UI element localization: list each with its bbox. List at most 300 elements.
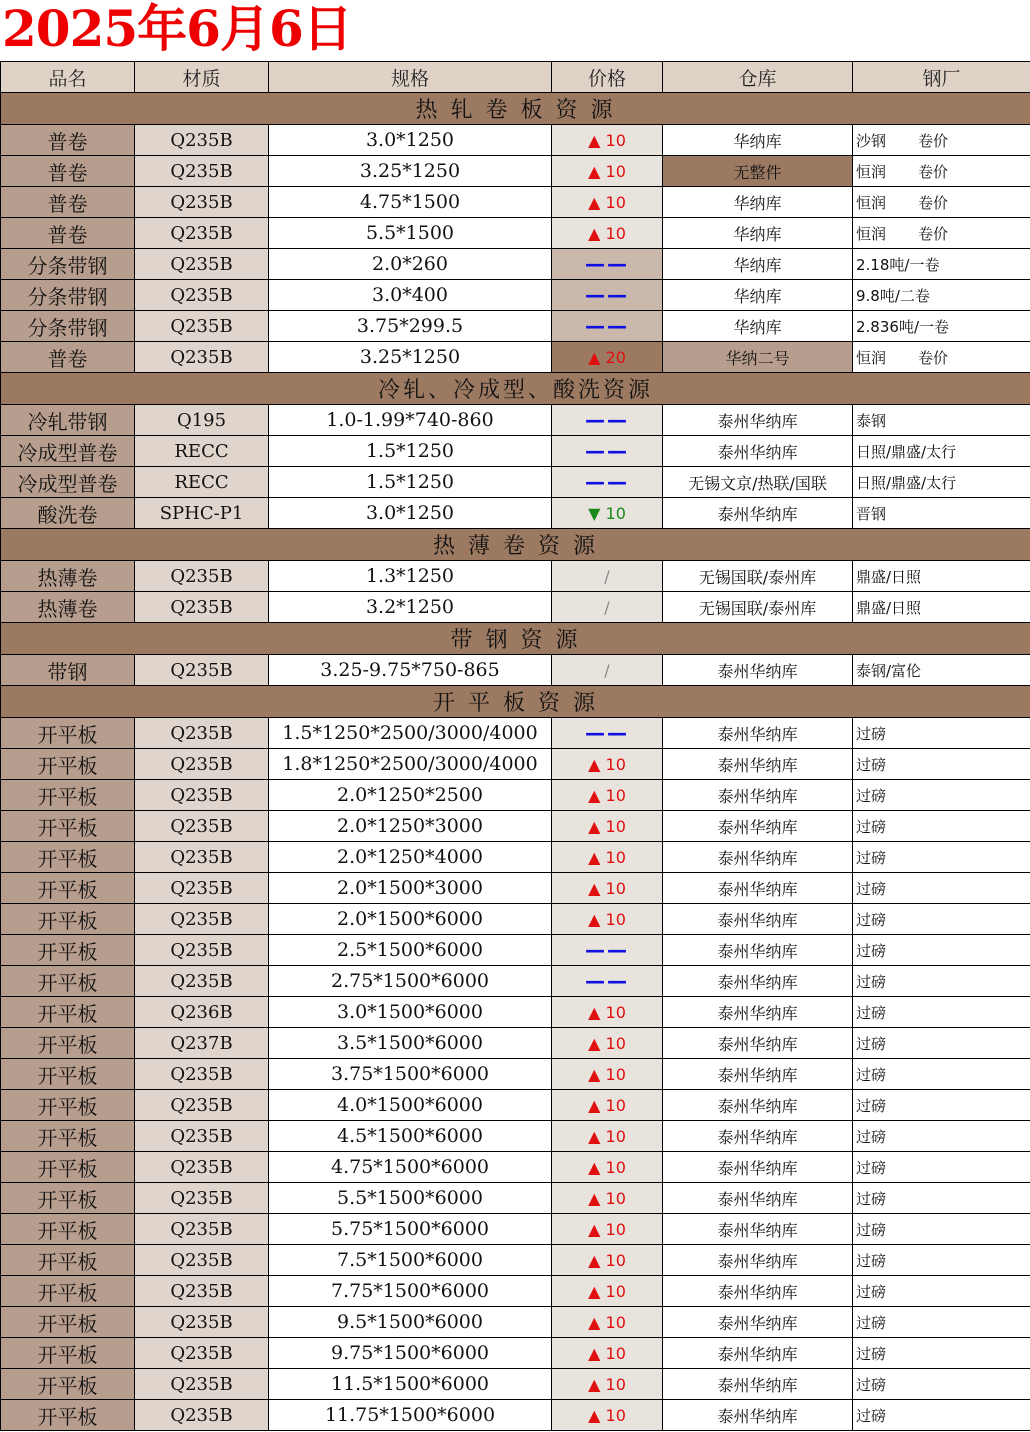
price-cell: [552, 125, 663, 156]
table-row: [1, 718, 1030, 749]
price-cell: [552, 187, 663, 218]
mill-name: 过磅: [856, 1313, 887, 1332]
table-row: [1, 1090, 1030, 1121]
mill-cell: [853, 1214, 1030, 1245]
price-cell: [552, 405, 663, 436]
mill-name: 过磅: [856, 817, 887, 836]
price-slash: /: [604, 597, 610, 617]
material-cell: Q235B: [135, 187, 269, 218]
price-cell: [552, 811, 663, 842]
material-cell: Q235B: [135, 904, 269, 935]
product-name-cell: 开平板: [1, 1059, 135, 1090]
section-header-row: [1, 373, 1030, 405]
price-change-value: 10: [605, 847, 626, 867]
mill-name: 过磅: [856, 1220, 887, 1239]
table-row: [1, 1152, 1030, 1183]
table-row: [1, 655, 1030, 686]
warehouse-cell: 泰州华纳库: [663, 1214, 853, 1245]
mill-cell: [853, 1059, 1030, 1090]
material-cell: RECC: [135, 467, 269, 498]
mill-note: 卷价: [918, 131, 949, 150]
table-row: [1, 997, 1030, 1028]
mill-name: 过磅: [856, 1282, 887, 1301]
mill-name: 泰钢/富伦: [856, 661, 922, 680]
table-row: [1, 1307, 1030, 1338]
price-change-value: 10: [605, 1374, 626, 1394]
price-cell: [552, 842, 663, 873]
table-row: [1, 561, 1030, 592]
material-cell: Q235B: [135, 1090, 269, 1121]
spec-cell: 4.75*1500*6000: [269, 1152, 552, 1183]
price-change-value: 10: [605, 1219, 626, 1239]
spec-cell: 2.0*1250*3000: [269, 811, 552, 842]
table-row: [1, 1183, 1030, 1214]
mill-name: 过磅: [856, 1344, 887, 1363]
warehouse-cell: 泰州华纳库: [663, 1400, 853, 1431]
spec-cell: 2.75*1500*6000: [269, 966, 552, 997]
price-change-value: 10: [605, 1095, 626, 1115]
price-up-arrow-icon: ▲: [588, 754, 601, 774]
material-cell: Q235B: [135, 561, 269, 592]
mill-cell: [853, 561, 1030, 592]
table-row: [1, 498, 1030, 529]
price-up-arrow-icon: ▲: [588, 223, 601, 243]
mill-name: 过磅: [856, 1158, 887, 1177]
column-header-spec: 规格: [269, 62, 552, 93]
spec-cell: 2.0*1500*3000: [269, 873, 552, 904]
mill-name: 过磅: [856, 1251, 887, 1270]
price-cell: [552, 655, 663, 686]
table-row: [1, 842, 1030, 873]
warehouse-cell: 泰州华纳库: [663, 1369, 853, 1400]
product-name-cell: 冷成型普卷: [1, 467, 135, 498]
spec-cell: 1.5*1250*2500/3000/4000: [269, 718, 552, 749]
mill-note: 卷价: [918, 193, 949, 212]
mill-name: 过磅: [856, 1065, 887, 1084]
section-heading: 开 平 板 资 源: [1, 686, 1030, 718]
product-name-cell: 普卷: [1, 218, 135, 249]
spec-cell: 3.0*400: [269, 280, 552, 311]
price-cell: [552, 311, 663, 342]
spec-cell: 7.75*1500*6000: [269, 1276, 552, 1307]
product-name-cell: 热薄卷: [1, 592, 135, 623]
table-row: [1, 311, 1030, 342]
price-change-value: 10: [605, 161, 626, 181]
product-name-cell: 普卷: [1, 156, 135, 187]
mill-cell: [853, 718, 1030, 749]
material-cell: Q235B: [135, 125, 269, 156]
price-up-arrow-icon: ▲: [588, 1250, 601, 1270]
warehouse-cell: 泰州华纳库: [663, 1121, 853, 1152]
mill-name: 过磅: [856, 786, 887, 805]
price-unchanged-dash: ——: [585, 314, 629, 338]
mill-name: 泰钢: [856, 411, 887, 430]
column-header-price: 价格: [552, 62, 663, 93]
mill-cell: [853, 1090, 1030, 1121]
product-name-cell: 开平板: [1, 1276, 135, 1307]
warehouse-cell: 泰州华纳库: [663, 718, 853, 749]
price-unchanged-dash: ——: [585, 252, 629, 276]
section-header-row: [1, 623, 1030, 655]
material-cell: Q235B: [135, 873, 269, 904]
mill-cell: [853, 1307, 1030, 1338]
spec-cell: 11.5*1500*6000: [269, 1369, 552, 1400]
section-heading: 冷轧、冷成型、酸洗资源: [1, 373, 1030, 405]
spec-cell: 3.75*1500*6000: [269, 1059, 552, 1090]
table-row: [1, 749, 1030, 780]
product-name-cell: 开平板: [1, 811, 135, 842]
price-unchanged-dash: ——: [585, 721, 629, 745]
material-cell: Q235B: [135, 1338, 269, 1369]
price-cell: [552, 997, 663, 1028]
table-row: [1, 218, 1030, 249]
price-change-value: 10: [605, 1188, 626, 1208]
price-cell: [552, 780, 663, 811]
material-cell: Q235B: [135, 1214, 269, 1245]
price-up-arrow-icon: ▲: [588, 1095, 601, 1115]
price-cell: [552, 498, 663, 529]
mill-name: 过磅: [856, 910, 887, 929]
product-name-cell: 普卷: [1, 187, 135, 218]
spec-cell: 4.75*1500: [269, 187, 552, 218]
price-cell: [552, 1400, 663, 1431]
warehouse-cell: 华纳库: [663, 187, 853, 218]
section-header-row: [1, 93, 1030, 125]
warehouse-cell: 泰州华纳库: [663, 1276, 853, 1307]
warehouse-cell: 无锡国联/泰州库: [663, 561, 853, 592]
mill-cell: [853, 125, 1030, 156]
mill-cell: [853, 405, 1030, 436]
material-cell: Q235B: [135, 311, 269, 342]
spec-cell: 3.25-9.75*750-865: [269, 655, 552, 686]
price-cell: [552, 342, 663, 373]
spec-cell: 2.5*1500*6000: [269, 935, 552, 966]
product-name-cell: 开平板: [1, 904, 135, 935]
spec-cell: 3.0*1250: [269, 125, 552, 156]
material-cell: Q236B: [135, 997, 269, 1028]
material-cell: Q235B: [135, 1152, 269, 1183]
spec-cell: 1.8*1250*2500/3000/4000: [269, 749, 552, 780]
mill-name: 过磅: [856, 972, 887, 991]
material-cell: Q235B: [135, 1059, 269, 1090]
price-cell: [552, 1245, 663, 1276]
product-name-cell: 酸洗卷: [1, 498, 135, 529]
warehouse-cell: 泰州华纳库: [663, 436, 853, 467]
material-cell: RECC: [135, 436, 269, 467]
mill-name: 过磅: [856, 879, 887, 898]
mill-name: 过磅: [856, 848, 887, 867]
product-name-cell: 开平板: [1, 1338, 135, 1369]
mill-cell: [853, 966, 1030, 997]
material-cell: SPHC-P1: [135, 498, 269, 529]
material-cell: Q235B: [135, 811, 269, 842]
spec-cell: 5.5*1500: [269, 218, 552, 249]
material-cell: Q235B: [135, 156, 269, 187]
price-change-value: 10: [605, 754, 626, 774]
section-heading: 热 薄 卷 资 源: [1, 529, 1030, 561]
material-cell: Q235B: [135, 749, 269, 780]
table-row: [1, 1121, 1030, 1152]
product-name-cell: 开平板: [1, 749, 135, 780]
table-row: [1, 1400, 1030, 1431]
price-unchanged-dash: ——: [585, 408, 629, 432]
price-change-value: 20: [605, 347, 626, 367]
price-cell: [552, 1121, 663, 1152]
material-cell: Q235B: [135, 1400, 269, 1431]
mill-name: 过磅: [856, 1096, 887, 1115]
mill-cell: [853, 1152, 1030, 1183]
mill-name: 2.18吨/一卷: [856, 255, 940, 274]
price-slash: /: [604, 566, 610, 586]
table-row: [1, 1059, 1030, 1090]
mill-cell: [853, 467, 1030, 498]
section-header-row: [1, 686, 1030, 718]
mill-name: 过磅: [856, 1406, 887, 1425]
spec-cell: 3.75*299.5: [269, 311, 552, 342]
mill-name: 恒润: [856, 193, 887, 212]
table-row: [1, 125, 1030, 156]
spec-cell: 1.5*1250: [269, 436, 552, 467]
mill-name: 日照/鼎盛/太行: [856, 473, 957, 492]
price-change-value: 10: [605, 1002, 626, 1022]
price-up-arrow-icon: ▲: [588, 1374, 601, 1394]
price-up-arrow-icon: ▲: [588, 1312, 601, 1332]
spec-cell: 4.5*1500*6000: [269, 1121, 552, 1152]
material-cell: Q235B: [135, 592, 269, 623]
price-change-value: 10: [605, 192, 626, 212]
spec-cell: 2.0*1500*6000: [269, 904, 552, 935]
table-row: [1, 1214, 1030, 1245]
price-change-value: 10: [605, 785, 626, 805]
table-row: [1, 904, 1030, 935]
price-unchanged-dash: ——: [585, 283, 629, 307]
price-cell: [552, 592, 663, 623]
price-cell: [552, 1276, 663, 1307]
price-change-value: 10: [605, 1343, 626, 1363]
price-cell: [552, 718, 663, 749]
column-header-warehouse: 仓库: [663, 62, 853, 93]
product-name-cell: 开平板: [1, 1245, 135, 1276]
mill-name: 恒润: [856, 162, 887, 181]
price-cell: [552, 280, 663, 311]
section-heading: 带 钢 资 源: [1, 623, 1030, 655]
mill-name: 恒润: [856, 348, 887, 367]
price-up-arrow-icon: ▲: [588, 1405, 601, 1425]
material-cell: Q235B: [135, 966, 269, 997]
mill-cell: [853, 1276, 1030, 1307]
material-cell: Q235B: [135, 218, 269, 249]
price-change-value: 10: [605, 878, 626, 898]
material-cell: Q235B: [135, 249, 269, 280]
warehouse-cell: 泰州华纳库: [663, 997, 853, 1028]
product-name-cell: 普卷: [1, 125, 135, 156]
mill-cell: [853, 749, 1030, 780]
spec-cell: 7.5*1500*6000: [269, 1245, 552, 1276]
mill-name: 过磅: [856, 755, 887, 774]
product-name-cell: 开平板: [1, 1121, 135, 1152]
warehouse-cell: 泰州华纳库: [663, 1245, 853, 1276]
warehouse-cell: 泰州华纳库: [663, 904, 853, 935]
price-up-arrow-icon: ▲: [588, 878, 601, 898]
warehouse-cell: 无锡文京/热联/国联: [663, 467, 853, 498]
warehouse-cell: 华纳库: [663, 249, 853, 280]
table-row: [1, 156, 1030, 187]
price-cell: [552, 467, 663, 498]
price-up-arrow-icon: ▲: [588, 816, 601, 836]
spec-cell: 2.0*1250*4000: [269, 842, 552, 873]
warehouse-cell: 泰州华纳库: [663, 935, 853, 966]
product-name-cell: 开平板: [1, 718, 135, 749]
warehouse-cell: 泰州华纳库: [663, 811, 853, 842]
warehouse-cell: 泰州华纳库: [663, 966, 853, 997]
mill-name: 2.836吨/一卷: [856, 317, 949, 336]
spec-cell: 3.25*1250: [269, 342, 552, 373]
price-cell: [552, 436, 663, 467]
product-name-cell: 开平板: [1, 1152, 135, 1183]
product-name-cell: 分条带钢: [1, 311, 135, 342]
warehouse-cell: 泰州华纳库: [663, 780, 853, 811]
mill-name: 沙钢: [856, 131, 887, 150]
price-cell: [552, 966, 663, 997]
warehouse-cell: 华纳二号: [663, 342, 853, 373]
material-cell: Q235B: [135, 1183, 269, 1214]
product-name-cell: 开平板: [1, 1214, 135, 1245]
product-name-cell: 热薄卷: [1, 561, 135, 592]
mill-cell: [853, 811, 1030, 842]
price-cell: [552, 1214, 663, 1245]
mill-note: 卷价: [918, 162, 949, 181]
price-cell: [552, 1338, 663, 1369]
mill-cell: [853, 592, 1030, 623]
price-cell: [552, 561, 663, 592]
table-row: [1, 873, 1030, 904]
price-cell: [552, 1183, 663, 1214]
spec-cell: 3.0*1500*6000: [269, 997, 552, 1028]
price-change-value: 10: [605, 1157, 626, 1177]
price-up-arrow-icon: ▲: [588, 1126, 601, 1146]
spec-cell: 2.0*1250*2500: [269, 780, 552, 811]
table-row: [1, 467, 1030, 498]
mill-cell: [853, 187, 1030, 218]
spec-cell: 3.25*1250: [269, 156, 552, 187]
mill-cell: [853, 1369, 1030, 1400]
product-name-cell: 带钢: [1, 655, 135, 686]
price-change-value: 10: [605, 1250, 626, 1270]
mill-cell: [853, 842, 1030, 873]
mill-cell: [853, 498, 1030, 529]
warehouse-cell: 泰州华纳库: [663, 498, 853, 529]
warehouse-cell: 泰州华纳库: [663, 1090, 853, 1121]
table-row: [1, 342, 1030, 373]
product-name-cell: 开平板: [1, 966, 135, 997]
price-cell: [552, 218, 663, 249]
mill-name: 过磅: [856, 1189, 887, 1208]
material-cell: Q235B: [135, 655, 269, 686]
page-title: 2025年6月6日: [2, 0, 352, 58]
warehouse-cell: 泰州华纳库: [663, 749, 853, 780]
table-row: [1, 935, 1030, 966]
price-change-value: 10: [605, 1126, 626, 1146]
price-change-value: 10: [605, 223, 626, 243]
price-up-arrow-icon: ▲: [588, 1002, 601, 1022]
product-name-cell: 开平板: [1, 1400, 135, 1431]
mill-cell: [853, 436, 1030, 467]
mill-cell: [853, 904, 1030, 935]
price-unchanged-dash: ——: [585, 439, 629, 463]
price-cell: [552, 1307, 663, 1338]
table-row: [1, 280, 1030, 311]
mill-name: 鼎盛/日照: [856, 567, 922, 586]
mill-cell: [853, 873, 1030, 904]
product-name-cell: 分条带钢: [1, 280, 135, 311]
price-change-value: 10: [605, 816, 626, 836]
price-unchanged-dash: ——: [585, 470, 629, 494]
price-change-value: 10: [605, 130, 626, 150]
mill-name: 过磅: [856, 1034, 887, 1053]
spec-cell: 2.0*260: [269, 249, 552, 280]
section-header-row: [1, 529, 1030, 561]
price-up-arrow-icon: ▲: [588, 847, 601, 867]
material-cell: Q235B: [135, 1369, 269, 1400]
price-cell: [552, 904, 663, 935]
spec-cell: 1.0-1.99*740-860: [269, 405, 552, 436]
price-up-arrow-icon: ▲: [588, 909, 601, 929]
price-up-arrow-icon: ▲: [588, 1033, 601, 1053]
mill-name: 晋钢: [856, 504, 887, 523]
table-row: [1, 1338, 1030, 1369]
mill-cell: [853, 280, 1030, 311]
mill-note: 卷价: [918, 348, 949, 367]
header-row: [1, 62, 1030, 93]
price-change-value: 10: [605, 1033, 626, 1053]
spec-cell: 1.5*1250: [269, 467, 552, 498]
material-cell: Q235B: [135, 1276, 269, 1307]
table-row: [1, 780, 1030, 811]
product-name-cell: 开平板: [1, 1028, 135, 1059]
mill-name: 恒润: [856, 224, 887, 243]
spec-cell: 5.5*1500*6000: [269, 1183, 552, 1214]
table-row: [1, 1028, 1030, 1059]
price-up-arrow-icon: ▲: [588, 1064, 601, 1084]
mill-cell: [853, 1245, 1030, 1276]
material-cell: Q235B: [135, 842, 269, 873]
mill-note: 卷价: [918, 224, 949, 243]
product-name-cell: 冷轧带钢: [1, 405, 135, 436]
price-up-arrow-icon: ▲: [588, 1188, 601, 1208]
price-change-value: 10: [605, 1281, 626, 1301]
mill-name: 过磅: [856, 724, 887, 743]
mill-cell: [853, 342, 1030, 373]
material-cell: Q235B: [135, 1307, 269, 1338]
spec-cell: 3.5*1500*6000: [269, 1028, 552, 1059]
price-cell: [552, 873, 663, 904]
product-name-cell: 分条带钢: [1, 249, 135, 280]
price-up-arrow-icon: ▲: [588, 785, 601, 805]
price-change-value: 10: [605, 1064, 626, 1084]
warehouse-cell: 泰州华纳库: [663, 405, 853, 436]
material-cell: Q235B: [135, 718, 269, 749]
table-row: [1, 405, 1030, 436]
mill-name: 9.8吨/二卷: [856, 286, 930, 305]
mill-name: 过磅: [856, 1003, 887, 1022]
material-cell: Q235B: [135, 280, 269, 311]
price-up-arrow-icon: ▲: [588, 161, 601, 181]
warehouse-cell: 泰州华纳库: [663, 1152, 853, 1183]
mill-cell: [853, 1028, 1030, 1059]
price-unchanged-dash: ——: [585, 938, 629, 962]
mill-name: 过磅: [856, 941, 887, 960]
table-row: [1, 811, 1030, 842]
